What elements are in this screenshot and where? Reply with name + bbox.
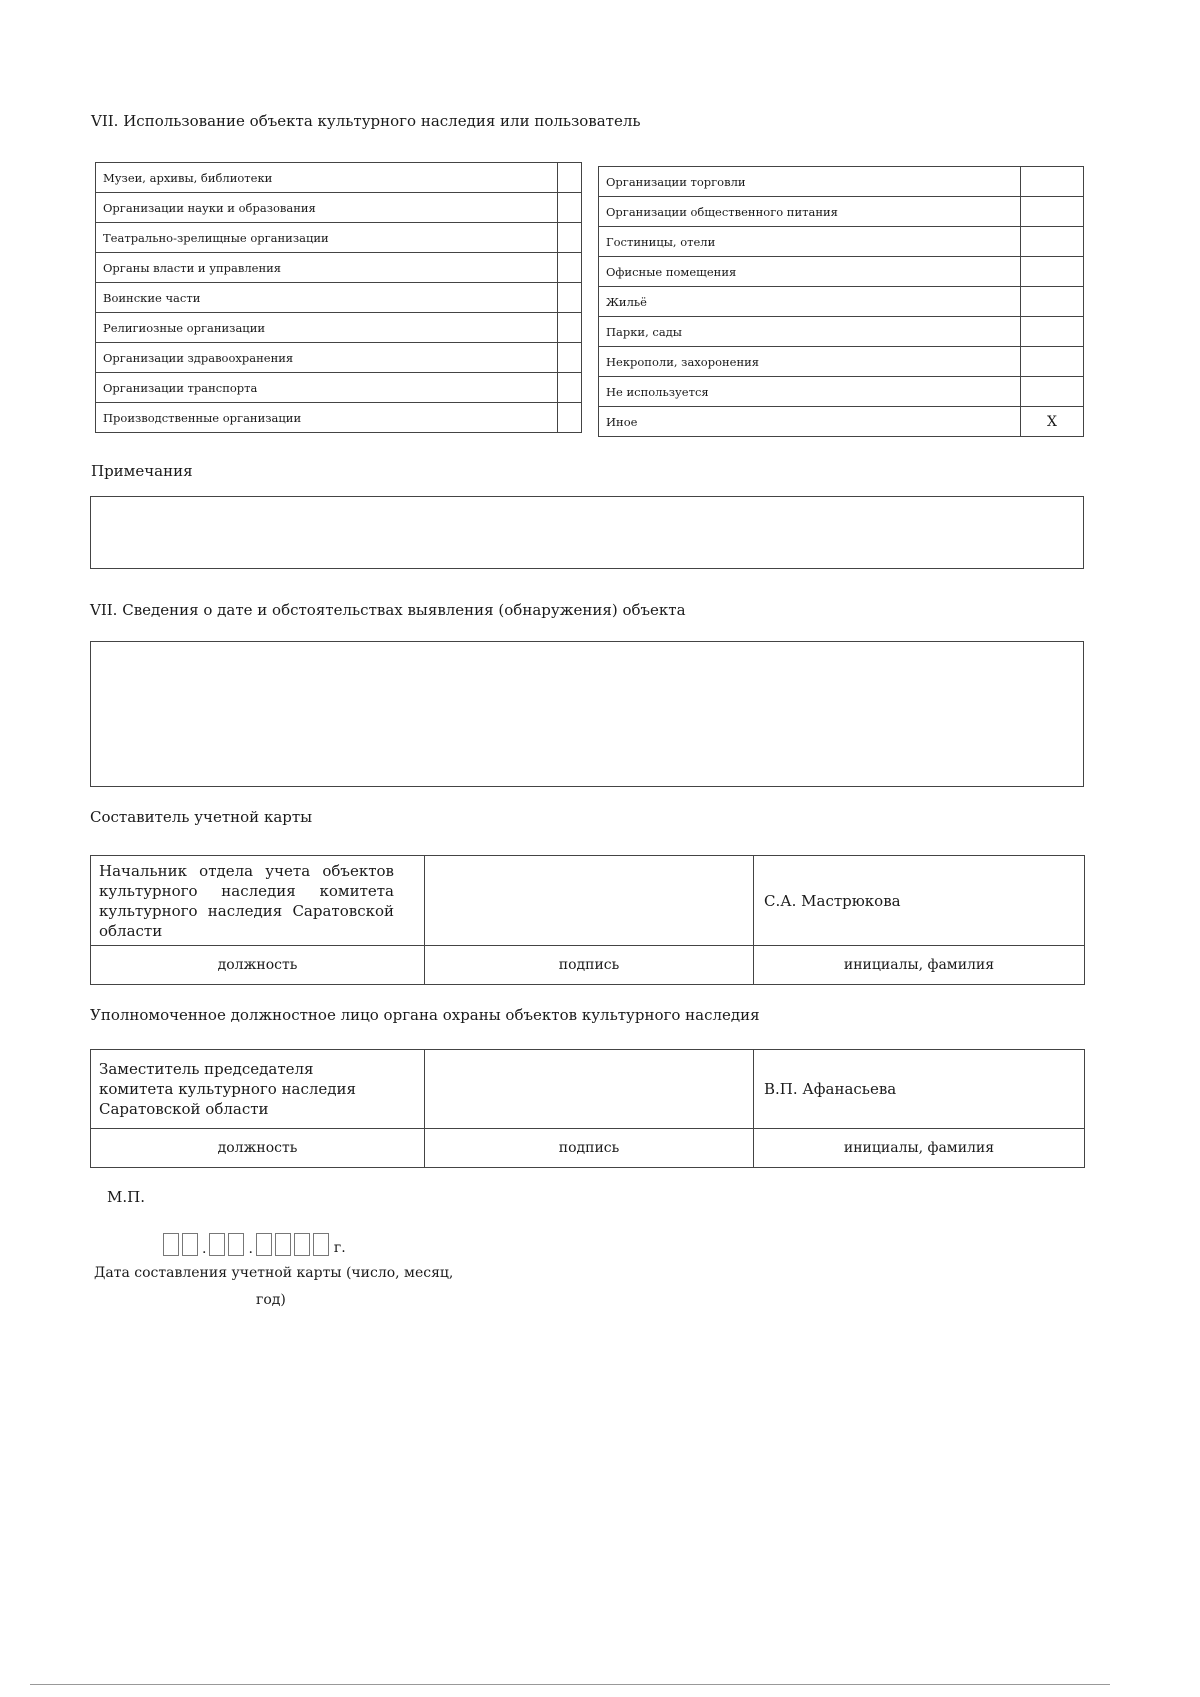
caption-name: инициалы, фамилия — [754, 1129, 1085, 1168]
usage-label: Воинские части — [96, 283, 558, 313]
usage-section-heading: VII. Использование объекта культурного наследия или пользователь — [91, 112, 641, 130]
usage-label: Организации транспорта — [96, 373, 558, 403]
caption-signature: подпись — [425, 1129, 754, 1168]
usage-label: Не используется — [599, 377, 1021, 407]
date-digit-box[interactable] — [182, 1233, 198, 1256]
usage-row — [96, 283, 582, 313]
date-digit-box[interactable] — [228, 1233, 244, 1256]
usage-checkbox[interactable] — [1021, 227, 1084, 257]
usage-label: Музеи, архивы, библиотеки — [96, 163, 558, 193]
discovery-field[interactable] — [90, 641, 1084, 787]
date-separator: . — [248, 1241, 253, 1257]
usage-label: Религиозные организации — [96, 313, 558, 343]
usage-label: Организации общественного питания — [599, 197, 1021, 227]
usage-row — [96, 253, 582, 283]
usage-label: Организации торговли — [599, 167, 1021, 197]
date-digit-box[interactable] — [313, 1233, 329, 1256]
discovery-section-heading: VII. Сведения о дате и обстоятельствах выявления (обнаружения) объекта — [90, 601, 686, 619]
usage-checkbox[interactable] — [558, 373, 582, 403]
authorized-table — [90, 1049, 1085, 1168]
usage-checkbox[interactable] — [558, 403, 582, 433]
usage-label: Производственные организации — [96, 403, 558, 433]
date-suffix: г. — [333, 1240, 346, 1256]
usage-row — [599, 287, 1084, 317]
usage-checkbox[interactable] — [1021, 377, 1084, 407]
date-digit-box[interactable] — [256, 1233, 272, 1256]
compiler-name: С.А. Мастрюкова — [754, 856, 1085, 946]
usage-checkbox[interactable]: X — [1021, 407, 1084, 437]
compiler-heading: Составитель учетной карты — [90, 808, 313, 826]
usage-checkbox[interactable] — [1021, 197, 1084, 227]
caption-name: инициалы, фамилия — [754, 946, 1085, 985]
usage-row — [599, 197, 1084, 227]
usage-checkbox[interactable] — [1021, 287, 1084, 317]
usage-table-right — [598, 166, 1084, 437]
compiler-position: Начальник отдела учета объектов культурного наследия комитета культурного наследия Саратовской области — [91, 856, 425, 946]
usage-checkbox[interactable] — [558, 193, 582, 223]
usage-row — [96, 193, 582, 223]
caption-signature: подпись — [425, 946, 754, 985]
usage-label: Некрополи, захоронения — [599, 347, 1021, 377]
usage-row — [599, 227, 1084, 257]
usage-row — [96, 313, 582, 343]
usage-label: Иное — [599, 407, 1021, 437]
usage-label: Театрально-зрелищные организации — [96, 223, 558, 253]
usage-row — [599, 257, 1084, 287]
date-digit-box[interactable] — [163, 1233, 179, 1256]
usage-label: Организации науки и образования — [96, 193, 558, 223]
usage-row — [96, 223, 582, 253]
authorized-name: В.П. Афанасьева — [754, 1050, 1085, 1129]
usage-checkbox[interactable] — [1021, 167, 1084, 197]
usage-row — [96, 373, 582, 403]
stamp-label: М.П. — [107, 1188, 145, 1206]
usage-checkbox[interactable] — [1021, 257, 1084, 287]
caption-position: должность — [91, 946, 425, 985]
usage-row — [599, 347, 1084, 377]
usage-table-left — [95, 162, 582, 433]
usage-label: Жильё — [599, 287, 1021, 317]
usage-label: Парки, сады — [599, 317, 1021, 347]
page-bottom-rule — [30, 1684, 1110, 1685]
compiler-signature-field[interactable] — [425, 856, 754, 946]
usage-row — [599, 407, 1084, 437]
authorized-heading: Уполномоченное должностное лицо органа охраны объектов культурного наследия — [90, 1006, 760, 1024]
usage-checkbox[interactable] — [558, 223, 582, 253]
usage-checkbox[interactable] — [558, 283, 582, 313]
notes-field[interactable] — [90, 496, 1084, 569]
usage-row — [599, 167, 1084, 197]
notes-heading: Примечания — [91, 462, 193, 480]
compiler-table — [90, 855, 1085, 985]
authorized-position: Заместитель председателя комитета культурного наследия Саратовской области — [91, 1050, 425, 1129]
usage-checkbox[interactable] — [558, 253, 582, 283]
usage-row — [96, 343, 582, 373]
date-digit-box[interactable] — [294, 1233, 310, 1256]
usage-label: Организации здравоохранения — [96, 343, 558, 373]
date-separator: . — [202, 1241, 207, 1257]
usage-checkbox[interactable] — [558, 313, 582, 343]
usage-row — [96, 163, 582, 193]
authorized-signature-field[interactable] — [425, 1050, 754, 1129]
usage-checkbox[interactable] — [558, 163, 582, 193]
usage-label: Органы власти и управления — [96, 253, 558, 283]
usage-label: Офисные помещения — [599, 257, 1021, 287]
date-caption: Дата составления учетной карты (число, месяц, — [94, 1265, 454, 1281]
usage-row — [599, 317, 1084, 347]
usage-row — [96, 403, 582, 433]
caption-position: должность — [91, 1129, 425, 1168]
usage-checkbox[interactable] — [1021, 347, 1084, 377]
date-digit-box[interactable] — [275, 1233, 291, 1256]
date-caption-continued: год) — [256, 1292, 286, 1308]
date-field[interactable] — [163, 1233, 346, 1256]
date-digit-box[interactable] — [209, 1233, 225, 1256]
usage-checkbox[interactable] — [558, 343, 582, 373]
usage-checkbox[interactable] — [1021, 317, 1084, 347]
usage-label: Гостиницы, отели — [599, 227, 1021, 257]
usage-row — [599, 377, 1084, 407]
